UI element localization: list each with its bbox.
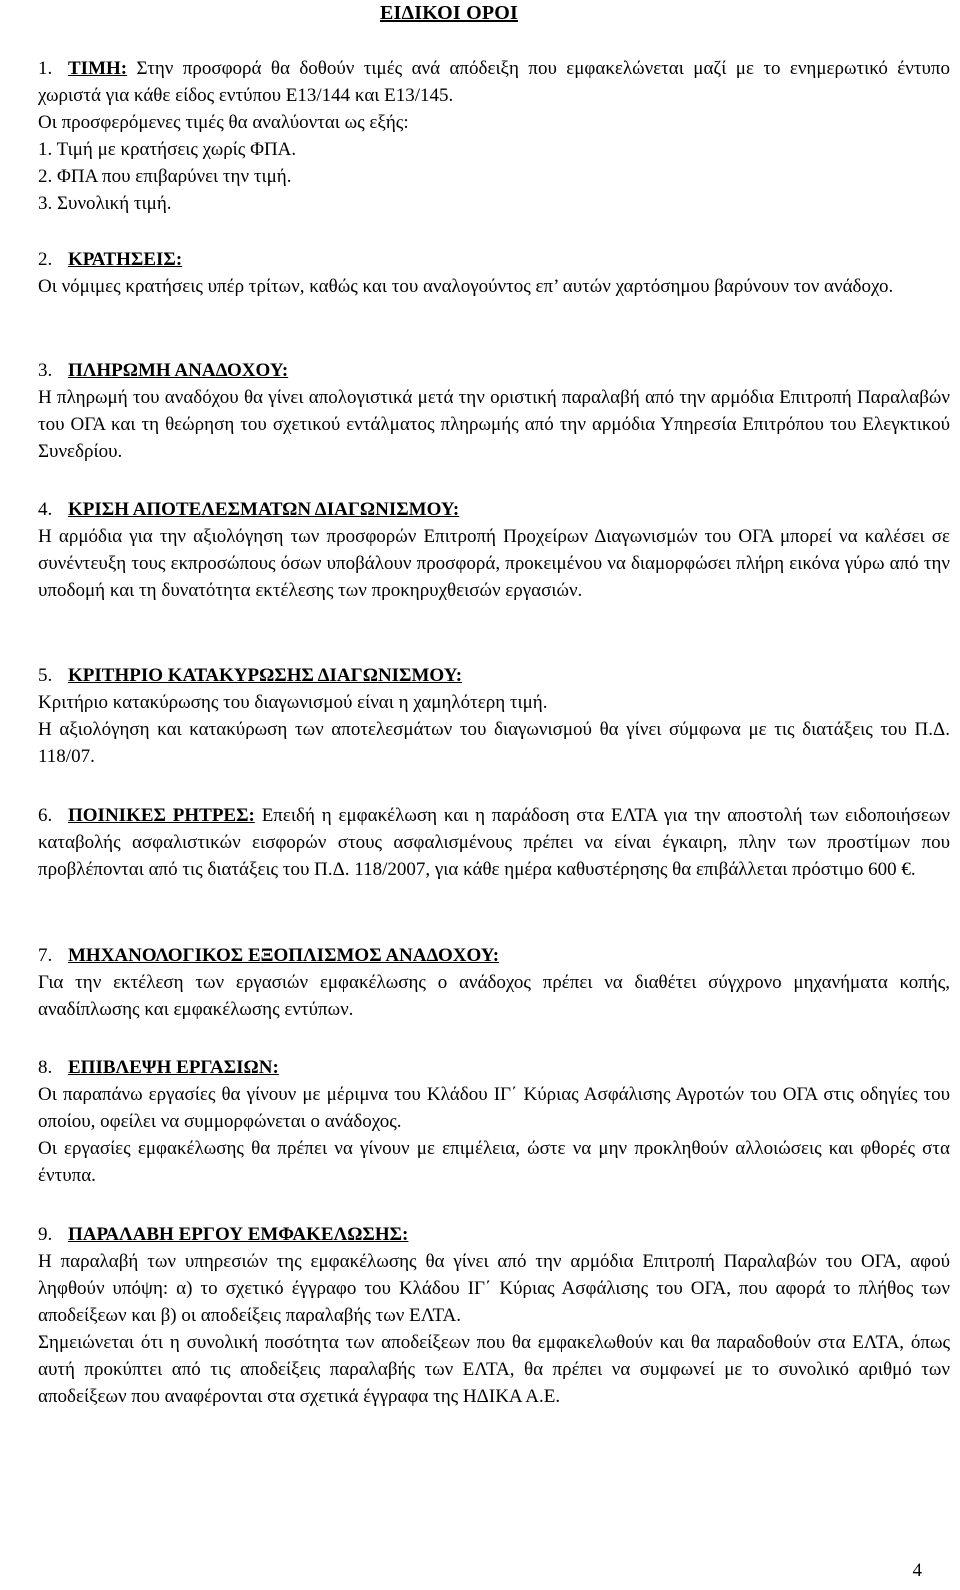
section-text: Η παραλαβή των υπηρεσιών της εμφακέλωσης θα γίνει από την αρμόδια Επιτροπή Παραλαβών του ΟΓΑ, αφού ληφθούν υπόψη: α) το σχετικό έγγραφο του Κλάδου ΙΓ΄ Κύριας Ασφάλισης του ΟΓΑ, που αφορά το πλήθος των αποδείξεων και β) οι αποδείξεις παραλαβής των ΕΛΤΑ. xyxy=(38,1251,950,1326)
price-breakdown-list xyxy=(38,136,950,217)
section-payment xyxy=(38,357,950,465)
section-penalties xyxy=(38,802,950,883)
section-number: 7. xyxy=(38,945,53,966)
section-number: 2. xyxy=(38,249,53,270)
section-heading-row xyxy=(38,942,950,969)
section-heading: ΚΡΙΤΗΡΙΟ ΚΑΤΑΚΥΡΩΣΗΣ ΔΙΑΓΩΝΙΣΜΟΥ: xyxy=(68,665,463,686)
section-text: Επειδή η εμφακέλωση και η παράδοση στα ΕΛΤΑ για την αποστολή των ειδοποιήσεων καταβολής ασφαλιστικών εισφορών στους ασφαλισμένους πρέπει να είναι έγκαιρη, πλην των προστίμων που προβλέπονται από τις διατάξεις του Π.Δ. 118/2007, για κάθε ημέρα καθυστέρησης θα επιβάλλεται πρόστιμο 600 €. xyxy=(38,805,951,880)
section-supervision xyxy=(38,1054,950,1189)
section-heading-row xyxy=(38,1054,950,1081)
list-item: 3. Συνολική τιμή. xyxy=(38,193,172,214)
section-text: Για την εκτέλεση των εργασιών εμφακέλωσης ο ανάδοχος πρέπει να διαθέτει σύγχρονο μηχανήματα κοπής, αναδίπλωσης και εμφακέλωσης εντύπων. xyxy=(38,972,950,1020)
section-text: Η πληρωμή του αναδόχου θα γίνει απολογιστικά μετά την οριστική παραλαβή από την αρμόδια Επιτροπή Παραλαβών του ΟΓΑ και τη θεώρηση του σχετικού εντάλματος πληρωμής από την αρμόδια Υπηρεσία Επιτρόπου του Ελεγκτικού Συνεδρίου. xyxy=(38,387,950,462)
section-heading: ΜΗΧΑΝΟΛΟΓΙΚΟΣ ΕΞΟΠΛΙΣΜΟΣ ΑΝΑΔΟΧΟΥ: xyxy=(68,945,500,966)
section-price-para xyxy=(38,55,950,109)
section-heading-row xyxy=(38,246,950,273)
section-heading: ΚΡΑΤΗΣΕΙΣ: xyxy=(68,249,183,270)
section-number: 5. xyxy=(38,665,53,686)
section-text: Στην προσφορά θα δοθούν τιμές ανά απόδειξη που εμφακελώνεται μαζί με το ενημερωτικό έντυπο χωριστά για κάθε είδος εντύπου Ε13/144 και Ε13/145. xyxy=(38,58,950,106)
section-award-criterion xyxy=(38,662,950,770)
section-acceptance xyxy=(38,1221,950,1410)
section-number: 3. xyxy=(38,360,53,381)
section-text: Οι νόμιμες κρατήσεις υπέρ τρίτων, καθώς και του αναλογούντος επ’ αυτών χαρτόσημου βαρύνουν τον ανάδοχο. xyxy=(38,276,894,297)
page-title: ΕΙΔΙΚΟΙ ΟΡΟΙ xyxy=(380,2,518,24)
section-text: Σημειώνεται ότι η συνολική ποσότητα των αποδείξεων που θα εμφακελωθούν και θα παραδοθούν στα ΕΛΤΑ, όπως αυτή προκύπτει από τις αποδείξεις παραλαβής των ΕΛΤΑ, θα πρέπει να συμφωνεί με το συνολικό αριθμό των αποδείξεων που αναφέρονται στα σχετικά έγγραφα της ΗΔΙΚΑ Α.Ε. xyxy=(38,1332,950,1407)
section-penalties-para xyxy=(38,802,950,883)
section-number: 1. xyxy=(38,58,53,79)
section-evaluation xyxy=(38,496,950,604)
section-price xyxy=(38,55,950,217)
section-number: 4. xyxy=(38,499,53,520)
section-heading-row xyxy=(38,357,950,384)
section-heading: ΠΛΗΡΩΜΗ ΑΝΑΔΟΧΟΥ: xyxy=(68,360,289,381)
section-heading: ΚΡΙΣΗ ΑΠΟΤΕΛΕΣΜΑΤΩΝ ΔΙΑΓΩΝΙΣΜΟΥ: xyxy=(68,499,460,520)
section-number: 9. xyxy=(38,1224,53,1245)
section-heading: ΕΠΙΒΛΕΨΗ ΕΡΓΑΣΙΩΝ: xyxy=(68,1057,279,1078)
price-intro: Οι προσφερόμενες τιμές θα αναλύονται ως εξής: xyxy=(38,112,409,133)
section-equipment xyxy=(38,942,950,1023)
section-heading: ΠΟΙΝΙΚΕΣ ΡΗΤΡΕΣ: xyxy=(68,805,255,826)
section-deductions xyxy=(38,246,950,300)
list-item: 1. Τιμή με κρατήσεις χωρίς ΦΠΑ. xyxy=(38,139,297,160)
list-item: 2. ΦΠΑ που επιβαρύνει την τιμή. xyxy=(38,166,292,187)
section-heading-row xyxy=(38,662,950,689)
section-number: 6. xyxy=(38,805,53,826)
section-heading-row xyxy=(38,1221,950,1248)
section-text: Οι εργασίες εμφακέλωσης θα πρέπει να γίνουν με επιμέλεια, ώστε να μην προκληθούν αλλοιώσεις και φθορές στα έντυπα. xyxy=(38,1138,950,1186)
section-heading: ΠΑΡΑΛΑΒΗ ΕΡΓΟΥ ΕΜΦΑΚΕΛΩΣΗΣ: xyxy=(68,1224,409,1245)
section-text: Η αρμόδια για την αξιολόγηση των προσφορών Επιτροπή Προχείρων Διαγωνισμών του ΟΓΑ μπορεί να καλέσει σε συνέντευξη τους εκπροσώπους όσων υποβάλουν προσφορά, προκειμένου να διαμορφώσει πλήρη εικόνα γύρω από την υποδομή και τη δυνατότητα εκτέλεσης των προκηρυχθεισών εργασιών. xyxy=(38,526,950,601)
section-heading: ΤΙΜΗ: xyxy=(68,58,128,79)
section-text: Οι παραπάνω εργασίες θα γίνουν με μέριμνα του Κλάδου ΙΓ΄ Κύριας Ασφάλισης Αγροτών του ΟΓΑ στις οδηγίες του οποίου, οφείλει να συμμορφώνεται ο ανάδοχος. xyxy=(38,1084,950,1132)
section-heading-row xyxy=(38,496,950,523)
section-number: 8. xyxy=(38,1057,53,1078)
section-text: Η αξιολόγηση και κατακύρωση των αποτελεσμάτων του διαγωνισμού θα γίνει σύμφωνα με τις διατάξεις του Π.Δ. 118/07. xyxy=(38,719,950,767)
section-text: Κριτήριο κατακύρωσης του διαγωνισμού είναι η χαμηλότερη τιμή. xyxy=(38,692,548,713)
page-number: 4 xyxy=(912,1560,922,1581)
